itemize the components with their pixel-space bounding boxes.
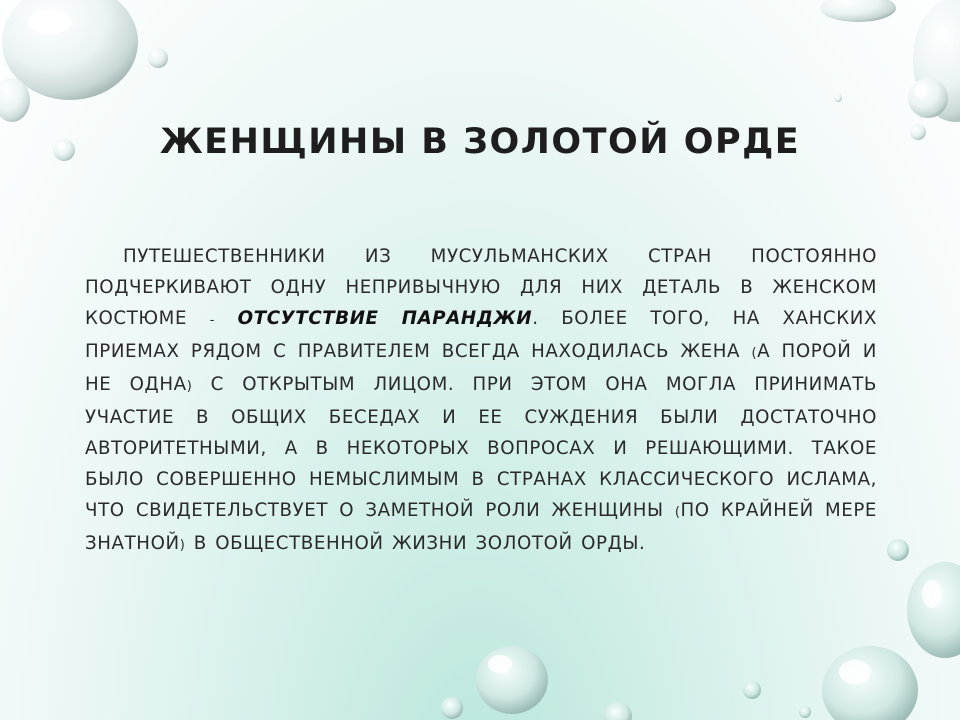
droplet [834,94,842,102]
body-text-part-4: В ОБЩЕСТВЕННОЙ ЖИЗНИ ЗОЛОТОЙ ОРДЫ. [185,533,646,554]
body-text-part-2: . БОЛЕЕ ТОГО, НА ХАНСКИХ ПРИЕМАХ РЯДОМ С ПРАВИТЕЛЕМ ВСЕГДА НАХОДИЛАСЬ ЖЕНА [85,308,878,362]
body-text-part-3: С ОТКРЫТЫМ ЛИЦОМ. ПРИ ЭТОМ ОНА МОГЛА ПРИНИМАТЬ УЧАСТИЕ В ОБЩИХ БЕСЕДАХ И ЕЕ СУЖДЕНИЯ БЫЛИ ДОСТАТОЧНО АВТОРИТЕТНЫМИ, А В НЕКОТОРЫХ ВОПРОСАХ И РЕШАЮЩИМИ. ТАКОЕ БЫЛО СОВЕРШЕННО НЕМЫСЛИМЫМ В СТРАНАХ КЛАССИЧЕСКОГО ИСЛАМА, ЧТО СВИДЕТЕЛЬСТВУЕТ О ЗАМЕТНОЙ РОЛИ ЖЕНЩИНЫ [85,374,877,521]
droplet [148,48,168,68]
droplet [907,562,960,658]
droplet [822,646,918,720]
parenthetical-text-1: А ПОРОЙ И НЕ ОДНА [85,341,877,395]
droplet [604,702,632,720]
droplet [908,78,948,118]
droplet [820,0,896,22]
droplet [0,78,30,122]
droplet [887,539,909,561]
paren-open: ( [674,505,681,520]
droplet [441,697,463,719]
slide-title: ЖЕНЩИНЫ В ЗОЛОТОЙ ОРДЕ [159,122,801,162]
droplet [743,681,761,699]
droplet [2,0,138,100]
body-text-part-1: ПУТЕШЕСТВЕННИКИ ИЗ МУСУЛЬМАНСКИХ СТРАН ПОСТОЯННО ПОДЧЕРКИВАЮТ ОДНУ НЕПРИВЫЧНУЮ ДЛЯ НИХ ДЕТАЛЬ В ЖЕНСКОМ КОСТЮМЕ [85,246,877,329]
body-paragraph [85,241,877,561]
droplet [799,706,811,718]
paren-open: ( [751,346,758,361]
parenthetical-text-2: ПО КРАЙНЕЙ МЕРЕ ЗНАТНОЙ [85,500,877,554]
emphasis-text: ОТСУТСТВИЕ ПАРАНДЖИ [237,308,533,329]
dash: - [209,313,216,328]
paren-close: ) [179,538,186,553]
droplet [476,646,548,714]
droplet [913,0,960,122]
paren-close: ) [186,379,193,394]
